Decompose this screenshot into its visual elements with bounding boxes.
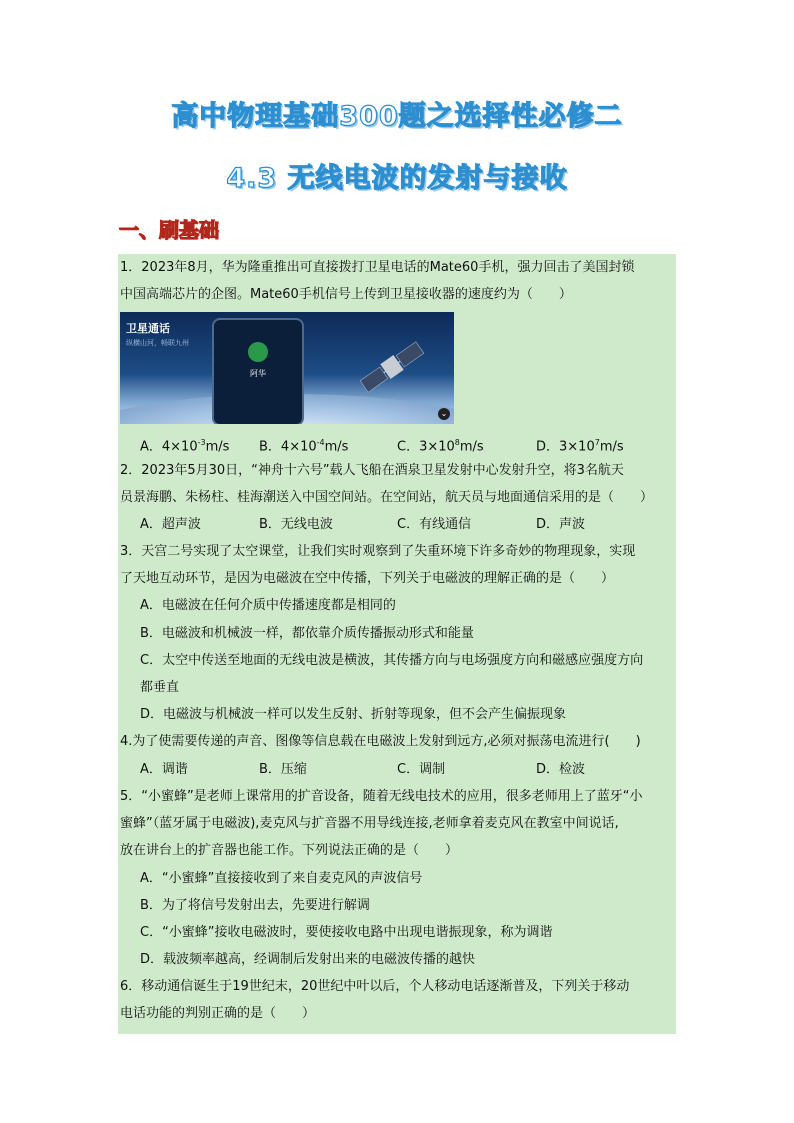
q6-line-2: 电话功能的判别正确的是（ ） [120, 1006, 316, 1021]
q4-option-d[interactable]: D．检波 [536, 762, 586, 777]
q5-option-c[interactable]: C．“小蜜蜂”接收电磁波时，要使接收电路中出现电谐振现象，称为调谐 [140, 925, 553, 940]
q3-option-a[interactable]: A．电磁波在任何介质中传播速度都是相同的 [140, 598, 396, 613]
q1-option-d[interactable]: D．$3\times 10^7m/s$ [536, 438, 624, 455]
image-caption: 卫星通话 [126, 322, 170, 335]
q5-option-d[interactable]: D．载波频率越高，经调制后发射出来的电磁波传播的越快 [140, 952, 476, 967]
q4-option-c[interactable]: C．调制 [397, 762, 446, 777]
q2-option-c[interactable]: C．有线通信 [397, 517, 472, 532]
phone-mockup [212, 318, 304, 424]
phone-dial-icon [248, 342, 268, 362]
q5-option-a[interactable]: A．“小蜜蜂”直接接收到了来自麦克风的声波信号 [140, 871, 423, 886]
satellite-icon [356, 332, 428, 402]
q6-line-1: 6．移动通信诞生于19世纪末，20世纪中叶以后，个人移动电话逐渐普及，下列关于移动 [120, 979, 630, 994]
q1-option-a[interactable]: A．$4\times 10^{-3}m/s$ [140, 438, 230, 455]
q4-option-a[interactable]: A．调谐 [140, 762, 188, 777]
satellite-call-image [120, 312, 454, 424]
q1-option-c[interactable]: C．$3\times 10^8m/s$ [397, 438, 484, 455]
q1-line-1: 1．2023年8月，华为隆重推出可直接拨打卫星电话的Mate60手机，强力回击了美国封锁 [120, 260, 635, 275]
q5-line-1: 5．“小蜜蜂”是老师上课常用的扩音设备，随着无线电技术的应用，很多老师用上了蓝牙“小 [120, 789, 643, 804]
q4-line-1: 4.为了使需要传递的声音、图像等信息载在电磁波上发射到远方,必须对振荡电流进行( ) [120, 734, 641, 749]
phone-caller-name: 阿华 [250, 369, 266, 378]
q5-option-b[interactable]: B．为了将信号发射出去，先要进行解调 [140, 898, 370, 913]
q2-line-2: 员景海鹏、朱杨柱、桂海潮送入中国空间站。在空间站，航天员与地面通信采用的是（ ） [120, 490, 654, 505]
q1-line-2: 中国高端芯片的企图。Mate60手机信号上传到卫星接收器的速度约为（ ） [120, 287, 572, 302]
image-subcaption: 纵横山河，畅联九州 [126, 339, 189, 347]
q2-option-a[interactable]: A．超声波 [140, 517, 201, 532]
q2-option-d[interactable]: D．声波 [536, 517, 586, 532]
q5-line-3: 放在讲台上的扩音器也能工作。下列说法正确的是（ ） [120, 843, 459, 858]
q3-option-c-cont: 都垂直 [140, 680, 180, 695]
q1-option-b[interactable]: B．$4\times 10^{-4}m/s$ [259, 438, 349, 455]
lesson-title: 4.3 无线电波的发射与接收 [226, 163, 568, 194]
q3-line-1: 3．天宫二号实现了太空课堂，让我们实时观察到了失重环境下许多奇妙的物理现象，实现 [120, 544, 636, 559]
q4-option-b[interactable]: B．压缩 [259, 762, 307, 777]
q3-option-c[interactable]: C．太空中传送至地面的无线电波是横波，其传播方向与电场强度方向和磁感应强度方向 [140, 653, 644, 668]
q3-option-d[interactable]: D．电磁波与机械波一样可以发生反射、折射等现象，但不会产生偏振现象 [140, 707, 567, 722]
q5-line-2: 蜜蜂”（蓝牙属于电磁波),麦克风与扩音器不用导线连接,老师拿着麦克风在教室中间说话, [120, 816, 619, 831]
q3-option-b[interactable]: B．电磁波和机械波一样，都依靠介质传播振动形式和能量 [140, 626, 474, 641]
chevron-down-icon[interactable]: ⌄ [438, 408, 450, 420]
section-heading: 一、刷基础 [119, 218, 219, 242]
q3-line-2: 了天地互动环节，是因为电磁波在空中传播，下列关于电磁波的理解正确的是（ ） [120, 571, 615, 586]
document-title: 高中物理基础300题之选择性必修二 [171, 101, 623, 132]
q2-option-b[interactable]: B．无线电波 [259, 517, 333, 532]
q2-line-1: 2．2023年5月30日，“神舟十六号”载人飞船在酒泉卫星发射中心发射升空，将3名航天 [120, 463, 624, 478]
